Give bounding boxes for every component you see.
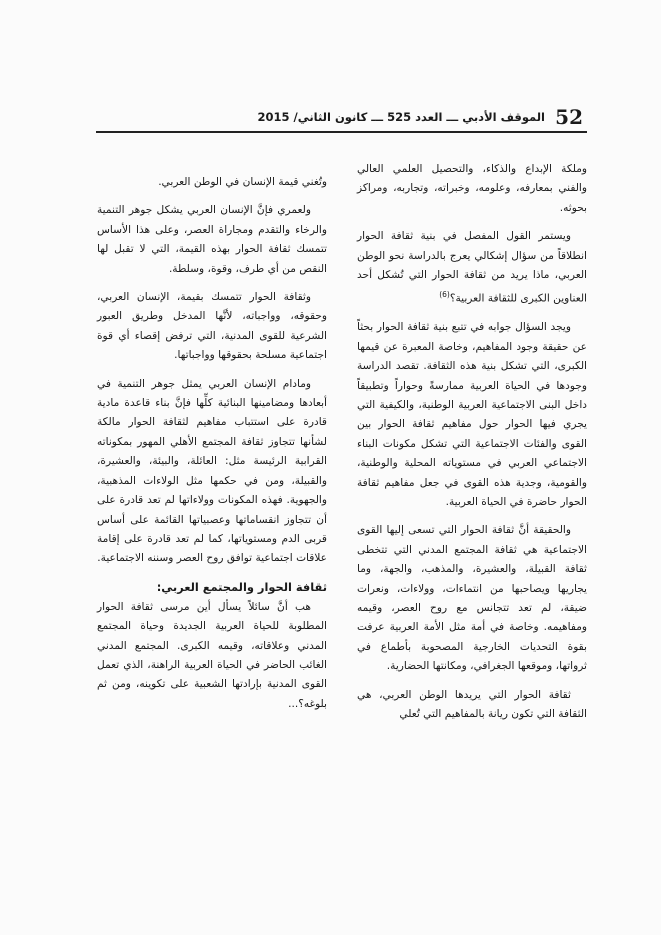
- right-paragraph-2-text: ويستمر القول المفصل في بنية ثقافة الحوار انطلاقاً من سؤال إشكالي يعرج بالدراسة نحو الوطن العربي، ماذا يريد من ثقافة الحوار التي تُشكل أحد العناوين الكبرى للثقافة العربية؟: [357, 230, 587, 305]
- section-heading: ثقافة الحوار والمجتمع العربي:: [156, 579, 327, 594]
- right-paragraph-2: [357, 227, 587, 309]
- page-number: 52: [555, 105, 583, 129]
- footnote-marker: (6): [439, 290, 450, 300]
- left-paragraph-3: وثقافة الحوار تتمسك بقيمة، الإنسان العربي، وحقوقه، وواجباته، لأنَّها المدخل وطريق العبور الشرعية للقوى المدنية، التي ترفض إقصاء أي قوة اجتماعية مسلحة بحقوقها وواجباتها.: [97, 291, 327, 362]
- left-paragraph-4: ومادام الإنسان العربي يمثل جوهر التنمية في أبعادها ومضامينها البنائية كلِّها فإنَّ بناء قاعدة مادية قادرة على استتباب مفاهيم لثقافة الحوار مالكة لشأنها تتجاوز ثقافة المجتمع الأهلي المهور بمكوناته القرابية الرئيسة مثل: العائلة، والبيئة، والعشيرة، والقبيلة، ومن في حكمها مثل الولاءات المذهبية، والجهوية. فهذه المكونات وولاءاتها لم تعد قادرة على أن تتجاوز انقساماتها وعصبياتها القائمة على أساس قربى الدم ومستوياتها، كما لم تعد قادرة على إقامة علاقات اجتماعية توافق روح العصر وسننه الاجتماعية.: [97, 377, 327, 565]
- right-column: [357, 160, 587, 734]
- right-paragraph-1: وملكة الإبداع والذكاء، والتحصيل العلمي العالي والفني بمعارفه، وعلومه، وخبراته، وتجاربه، ومراكز بحوثه.: [357, 163, 587, 214]
- left-paragraph-5: هب أنَّ سائلاً يسأل أين مرسى ثقافة الحوار المطلوبة للحياة العربية الجديدة وحياة المجتمع المدني وعلاقاته، وقيمه الكبرى. المجتمع المدني الغائب الحاضر في الحياة العربية الراهنة، الذي تعمل القوى المدنية بإرادتها الشعبية على تكوينه، ومن ثم بلوغه؟...: [97, 600, 327, 710]
- right-paragraph-5: ثقافة الحوار التي يريدها الوطن العربي، هي الثقافة التي تكون ريانة بالمفاهيم التي تُعلي: [357, 688, 587, 721]
- right-paragraph-3: ويجد السؤال جوابه في تتبع بنية ثقافة الحوار بحثاً عن حقيقة وجود المفاهيم، وخاصة المعبرة عن قيمها الكبرى، التي تشكل بنية هذه الثقافة. تقصد الدراسة وجودها في الحياة العربية ممارسةً وحواراً وتطبيقاً داخل البنى الاجتماعية العربية الوطنية، والكيفية التي يجري فيها الحوار حول مفاهيم ثقافة الحوار بين القوى والفئات الاجتماعية التي تشكل مكونات البناء الاجتماعي العربي في مستوياته المحلية والوطنية، والقومية، وجدية هذه القوى في جعل مفاهيم ثقافة الحوار حاضرة في الحياة العربية.: [357, 321, 587, 509]
- page-header: [257, 104, 583, 134]
- left-column: [97, 173, 327, 723]
- left-paragraph-1: وتُغني قيمة الإنسان في الوطن العربي.: [158, 176, 327, 188]
- running-head: الموقف الأدبي ـــ العدد 525 ـــ كانون الثاني/ 2015: [257, 110, 545, 124]
- header-rule: [96, 131, 587, 133]
- right-paragraph-4: والحقيقة أنَّ ثقافة الحوار التي تسعى إليها القوى الاجتماعية هي ثقافة المجتمع المدني التي تتخطى ثقافة القبيلة، والعشيرة، والمذهب، والجهة، وما يجاريها ويصاحبها من انتماءات، وولاءات، ونعرات ضيقة، لم تعد تتجانس مع روح العصر، وقيمه ومفاهيمه. وخاصة في أمة مثل الأمة العربية عرفت بقوة التحديات الخارجية المصحوبة بأطماع في ثرواتها، وموقعها الجغرافي، ومكانتها الحضارية.: [357, 524, 587, 673]
- left-paragraph-2: ولعمري فإنَّ الإنسان العربي يشكل جوهر التنمية والرخاء والتقدم ومجاراة العصر، وعلى هذا الأساس تتمسك ثقافة الحوار بهذه القيمة، التي لا تقبل لها النقص من أي طرف، وقوة، وسلطة.: [97, 204, 327, 275]
